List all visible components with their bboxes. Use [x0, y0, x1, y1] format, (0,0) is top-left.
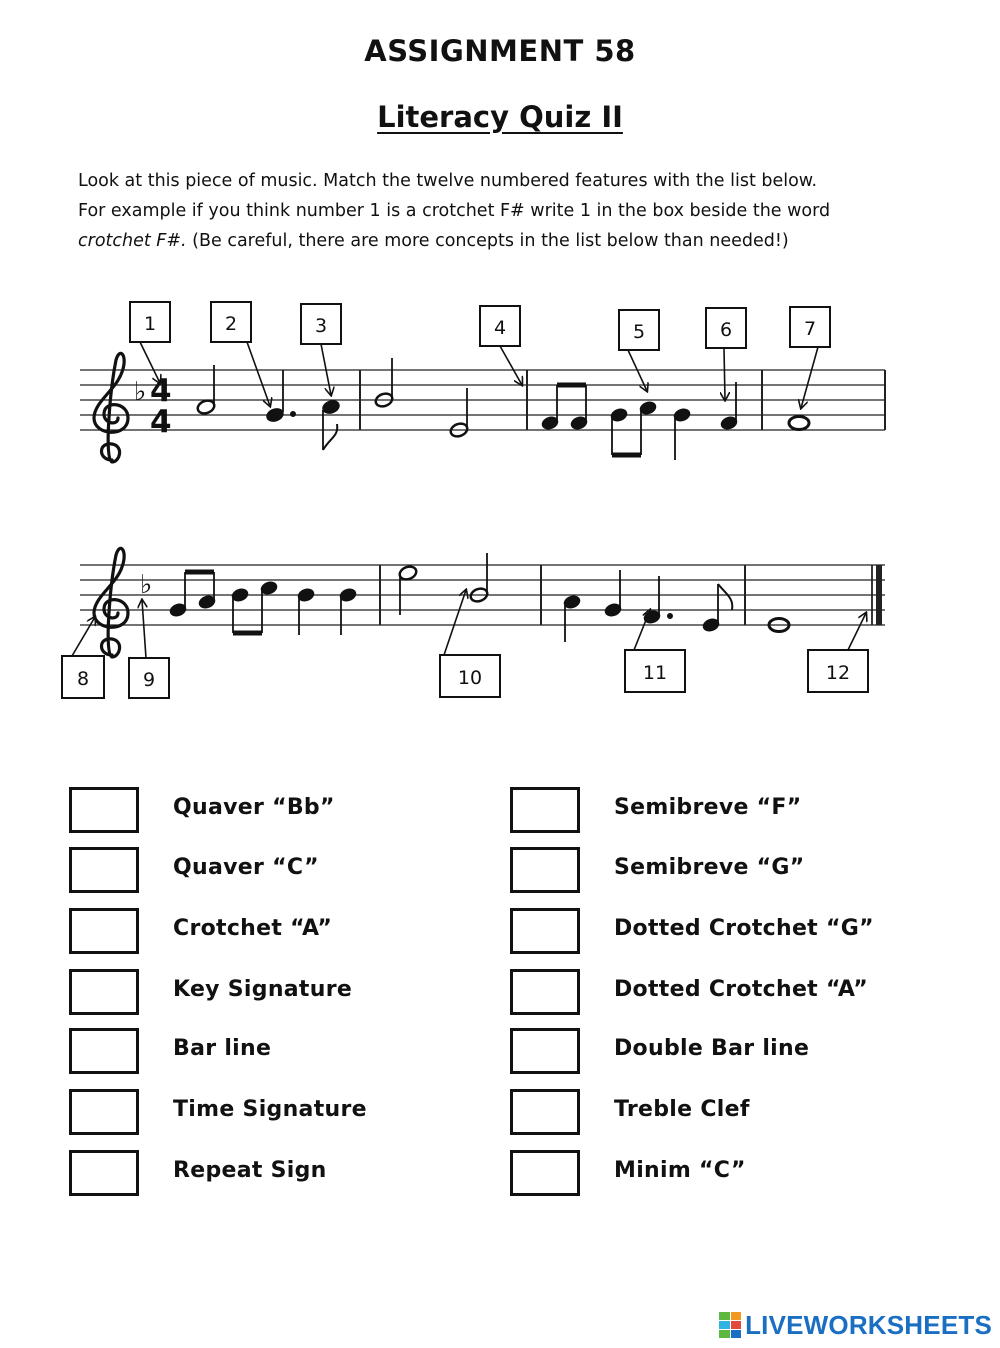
page-subtitle [0, 100, 1000, 134]
label-number-9: 9 [142, 669, 156, 691]
answer-label: Time Signature [173, 1097, 367, 1122]
instruction-example: crotchet F#. [78, 231, 187, 251]
answer-label: Treble Clef [614, 1097, 750, 1122]
answer-box[interactable] [510, 969, 580, 1015]
answer-box[interactable] [510, 787, 580, 833]
answer-box[interactable] [69, 908, 139, 954]
answer-box[interactable] [69, 787, 139, 833]
answer-label: Bar line [173, 1036, 272, 1061]
instructions [78, 166, 958, 256]
instruction-note: (Be careful, there are more concepts in the list below than needed!) [186, 231, 789, 251]
staff-1 [80, 370, 885, 430]
feature-labels [62, 302, 868, 698]
answer-label: Crotchet “A” [173, 916, 333, 941]
instruction-line-3 [78, 226, 958, 256]
label-number-4: 4 [493, 317, 507, 339]
answer-box[interactable] [69, 847, 139, 893]
label-number-2: 2 [224, 313, 238, 335]
answer-label: Key Signature [173, 977, 353, 1002]
answer-box[interactable] [69, 969, 139, 1015]
label-number-5: 5 [632, 321, 646, 343]
label-number-3: 3 [314, 315, 328, 337]
instruction-line-1: Look at this piece of music. Match the twelve numbered features with the list below. [78, 171, 818, 191]
answer-label: Quaver “C” [173, 855, 319, 880]
label-number-7: 7 [803, 318, 817, 340]
subtitle-text: Literacy Quiz II [377, 100, 623, 134]
label-number-12: 12 [825, 662, 851, 684]
label-number-8: 8 [76, 668, 90, 690]
answer-box[interactable] [69, 1089, 139, 1135]
logo-icon [719, 1312, 741, 1338]
answer-box[interactable] [510, 908, 580, 954]
label-number-11: 11 [642, 662, 668, 684]
answer-box[interactable] [510, 1089, 580, 1135]
time-signature-top: 4 [150, 373, 172, 409]
key-signature-flat-1: ♭ [134, 377, 147, 407]
label-number-10: 10 [457, 667, 483, 689]
page-title: ASSIGNMENT 58 [364, 34, 636, 68]
answer-label: Double Bar line [614, 1036, 810, 1061]
answer-box[interactable] [510, 1028, 580, 1074]
answer-label: Semibreve “F” [614, 795, 802, 820]
answer-label: Minim “C” [614, 1158, 746, 1183]
key-signature-flat-2: ♭ [140, 570, 153, 600]
answer-label: Dotted Crotchet “G” [614, 916, 874, 941]
label-number-6: 6 [719, 319, 733, 341]
answer-label: Dotted Crotchet “A” [614, 977, 868, 1002]
answer-label: Repeat Sign [173, 1158, 327, 1183]
music-diagram [0, 290, 1000, 710]
answer-box[interactable] [510, 1150, 580, 1196]
liveworksheets-logo[interactable] [719, 1310, 992, 1340]
label-number-1: 1 [143, 313, 157, 335]
answer-box[interactable] [510, 847, 580, 893]
notes-staff-2 [169, 553, 789, 642]
time-signature-bottom: 4 [150, 404, 172, 440]
notes-staff-1 [196, 358, 809, 460]
answer-label: Semibreve “G” [614, 855, 805, 880]
answer-box[interactable] [69, 1150, 139, 1196]
answer-box[interactable] [69, 1028, 139, 1074]
answer-label: Quaver “Bb” [173, 795, 335, 820]
instruction-line-2: For example if you think number 1 is a crotchet F# write 1 in the box beside the word [78, 201, 831, 221]
logo-text: LIVEWORKSHEETS [745, 1309, 992, 1340]
